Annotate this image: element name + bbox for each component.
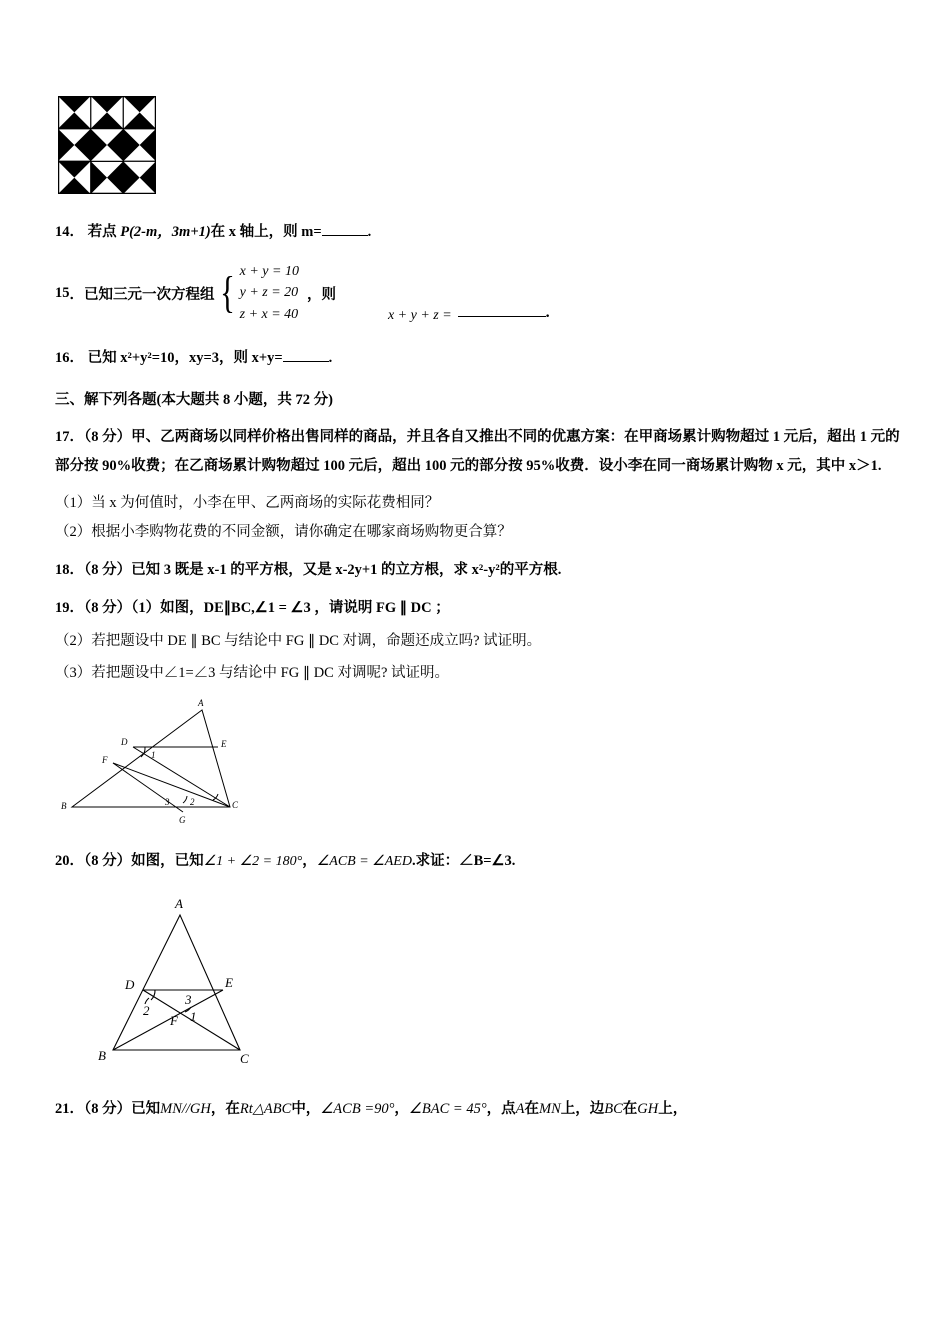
q20-body-after: .求证：∠B=∠3. — [411, 853, 516, 870]
q21-t7: 上，边 — [560, 1100, 605, 1117]
q16-number: 16 — [55, 349, 70, 366]
q15-eq2: y + z = 20 — [239, 285, 299, 301]
q21-m1: MN//GH — [160, 1100, 211, 1117]
svg-text:E: E — [225, 974, 233, 990]
q20-score: （8 分） — [84, 853, 132, 870]
q21-t2: ，在 — [210, 1100, 240, 1117]
q21-t8: 在 — [622, 1100, 638, 1117]
svg-text:2: 2 — [190, 797, 195, 808]
question-21: 21．（8 分）已知MN//GH，在Rt△ABC中，∠ACB =90°，∠BAC = 45°，点A在MN上，边BC在GH上， — [55, 1100, 688, 1117]
q21-t4: ， — [394, 1100, 409, 1117]
q15-label: 已知三元一次方程组 — [84, 286, 215, 303]
question-18: 18．（8 分）已知 3 既是 x-1 的平方根，又是 x-2y+1 的立方根，求 x²-y²的平方根. — [55, 562, 562, 579]
q17-sub1: （1）当 x 为何值时，小李在甲、乙两商场的实际花费相同？ — [55, 494, 440, 511]
q15-answer-blank[interactable] — [458, 303, 546, 317]
q17-score: （8 分） — [84, 428, 132, 445]
q21-t9: 上， — [658, 1100, 688, 1117]
q21-t1: 已知 — [131, 1100, 161, 1117]
q14-math: P(2-m，3m+1) — [120, 224, 211, 240]
q21-m4: ∠BAC = 45° — [408, 1100, 487, 1117]
svg-text:F: F — [102, 755, 108, 766]
q15-eq3: z + x = 40 — [239, 307, 299, 323]
q15-then: ，则 — [306, 286, 336, 303]
q20-math1: ∠1 + ∠2 = 180° — [203, 854, 303, 870]
q14-text-after: 在 x 轴上，则 m= — [210, 224, 322, 240]
q21-score: （8 分） — [84, 1100, 132, 1117]
q15-eq1: x + y = 10 — [239, 263, 299, 279]
q21-m3: ∠ACB =90° — [320, 1100, 395, 1117]
q15-equation-system — [217, 261, 299, 326]
question-16: 16． 已知 x²+y²=10，xy=3，则 x+y= . — [55, 349, 333, 366]
svg-text:B: B — [98, 1047, 106, 1063]
q20-comma: ， — [302, 853, 317, 870]
page-content — [55, 96, 910, 1122]
q21-t5: ，点 — [486, 1100, 516, 1117]
q19-sub1: （1）如图，DE∥BC,∠1 = ∠3 ，请说明 FG ∥ DC ； — [131, 599, 450, 616]
svg-text:A: A — [175, 895, 183, 911]
svg-text:D: D — [125, 976, 135, 992]
question-14: 14． 若点 P(2-m，3m+1)在 x 轴上，则 m= . — [55, 224, 372, 240]
question-15: 15 ． 已知三元一次方程组 { x + y = 10 y + z = 20 z + x = 40 ，则 x + y + z = . — [55, 261, 910, 326]
svg-text:3: 3 — [165, 797, 170, 808]
checkerboard-pattern-figure — [58, 96, 156, 194]
q17-body: 甲、乙两商场以同样价格出售同样的商品，并且各自又推出不同的优惠方案：在甲商场累计购物超过 1 元后，超出 1 元的部分按 90%收费；在乙商场累计购物超过 100 元后，超出 100 元的部分按 95%收费．设小李在同一商场累计购物 x 元，其中 x＞1. — [55, 428, 900, 474]
triangle-figure-DE-BC — [55, 695, 910, 830]
q15-tail: x + y + z = — [387, 307, 452, 323]
svg-text:G: G — [179, 815, 186, 826]
question-19: 19．（8 分）（1）如图，DE∥BC,∠1 = ∠3 ，请说明 FG ∥ DC ； — [55, 599, 450, 616]
svg-text:A: A — [198, 698, 204, 709]
q14-number: 14 — [55, 224, 70, 240]
q15-number: 15 — [55, 284, 70, 301]
section-3-heading: 三、解下列各题(本大题共 8 小题，共 72 分) — [55, 391, 333, 408]
q19-number: 19 — [55, 599, 70, 616]
q20-math2: ∠ACB = ∠AED — [316, 854, 412, 870]
triangle-figure-ADE-BC — [55, 890, 910, 1080]
svg-text:C: C — [232, 800, 239, 811]
q16-text: 已知 x²+y²=10，xy=3，则 x+y= — [87, 349, 283, 366]
q18-number: 18 — [55, 562, 70, 579]
q14-text-end: . — [367, 224, 372, 240]
q19-sub3: （3）若把题设中∠1=∠3 与结论中 FG ∥ DC 对调呢? 试证明。 — [55, 665, 450, 682]
q16-answer-blank[interactable] — [283, 348, 329, 362]
q17-number: 17 — [55, 428, 70, 445]
q16-text-end: . — [328, 349, 333, 366]
q17-sub2: （2）根据小李购物花费的不同金额，请你确定在哪家商场购物更合算？ — [55, 524, 512, 541]
svg-text:E: E — [221, 739, 227, 750]
question-20: 20．（8 分）如图，已知∠1 + ∠2 = 180°，∠ACB = ∠AED.求证：∠B=∠3. — [55, 853, 516, 870]
q20-body-before: 如图，已知 — [131, 853, 204, 870]
q19-score: （8 分） — [84, 599, 132, 616]
q21-m6: MN — [538, 1100, 561, 1117]
q19-sub2: （2）若把题设中 DE ∥ BC 与结论中 FG ∥ DC 对调，命题还成立吗? 试证明。 — [55, 632, 542, 649]
left-brace-icon: { — [219, 268, 235, 318]
q14-answer-blank[interactable] — [322, 222, 368, 236]
q14-text-before: 若点 — [87, 224, 121, 240]
q18-body: 已知 3 既是 x-1 的平方根，又是 x-2y+1 的立方根，求 x²-y²的平方根. — [131, 562, 562, 579]
svg-text:C: C — [240, 1050, 249, 1066]
q18-score: （8 分） — [84, 562, 132, 579]
svg-text:3: 3 — [185, 991, 192, 1007]
svg-text:2: 2 — [143, 1002, 150, 1018]
svg-text:B: B — [61, 801, 67, 812]
q21-m5: A — [515, 1100, 525, 1117]
q21-t3: 中， — [291, 1100, 321, 1117]
q21-m7: BC — [604, 1100, 623, 1117]
q21-number: 21 — [55, 1100, 70, 1117]
q20-number: 20 — [55, 853, 70, 870]
svg-text:F: F — [170, 1012, 178, 1028]
svg-text:D: D — [121, 737, 128, 748]
q21-t6: 在 — [524, 1100, 539, 1117]
svg-text:1: 1 — [151, 750, 156, 761]
svg-text:1: 1 — [190, 1008, 197, 1024]
q21-m2: Rt△ABC — [239, 1100, 292, 1117]
question-17: 17．（8 分）甲、乙两商场以同样价格出售同样的商品，并且各自又推出不同的优惠方案：在甲商场累计购物超过 1 元后，超出 1 元的部分按 90%收费；在乙商场累计购物超过 100 元后，超出 100 元的部分按 95%收费．设小李在同一商场累计购物 x 元，其中 x＞1. — [55, 428, 900, 474]
q21-m8: GH — [637, 1100, 659, 1117]
